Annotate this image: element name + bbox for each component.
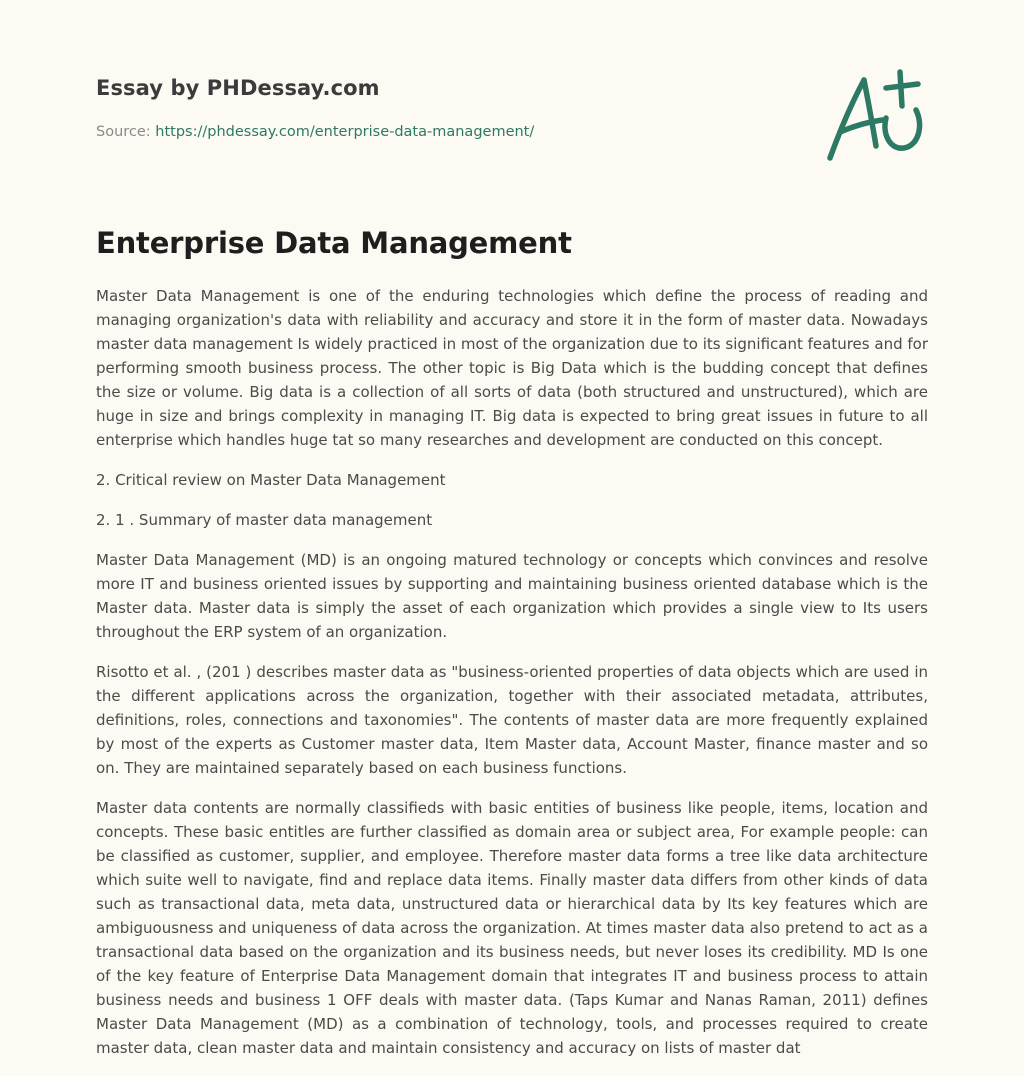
paragraph-risotto-quote: Risotto et al. , (201 ) describes master data as "business-oriented properties of data objects which are used in the different applications across the organization, together with their associated metadata, attributes, definitions, roles, connections and taxonomies". The contents of master data are more frequently explained by most of the experts as Customer master data, Item Master data, Account Master, finance master and so on. They are maintained separately based on each business functions.: [96, 663, 928, 777]
section-heading-critical-review: 2. Critical review on Master Data Management: [96, 471, 446, 489]
article-title: Enterprise Data Management: [96, 226, 572, 260]
a-plus-grade-icon: [820, 66, 932, 166]
paragraph-master-data-contents: Master data contents are normally classifieds with basic entities of business like people, items, location and concepts. These basic entitles are further classified as domain area or subject area, For example people: can be classified as customer, supplier, and employee. Therefore master data forms a tree like data architecture which suite well to navigate, find and replace data items. Finally master data differs from other kinds of data such as transactional data, meta data, unstructured data or hierarchical data by Its key features which are ambiguousness and uniqueness of data across the organization. At times master data also pretend to act as a transactional data based on the organization and its business needs, but never loses its credibility. MD Is one of the key feature of Enterprise Data Management domain that integrates IT and business process to attain business needs and business 1 OFF deals with master data. (Taps Kumar and Nanas Raman, 2011) defines Master Data Management (MD) as a combination of technology, tools, and processes required to create master data, clean master data and maintain consistency and accuracy on lists of master dat: [96, 799, 928, 1057]
site-brand: Essay by PHDessay.com: [96, 76, 380, 100]
source-line: [96, 124, 534, 140]
article-body: [96, 284, 928, 1076]
source-link[interactable]: https://phdessay.com/enterprise-data-management/: [155, 124, 535, 140]
paragraph-md-definition: Master Data Management (MD) is an ongoing matured technology or concepts which convinces and resolve more IT and business oriented issues by supporting and maintaining business oriented database which is the Master data. Master data is simply the asset of each organization which provides a single view to Its users throughout the ERP system of an organization.: [96, 551, 928, 641]
source-label: Source:: [96, 124, 156, 140]
paragraph-intro: Master Data Management is one of the enduring technologies which define the process of reading and managing organization's data with reliability and accuracy and store it in the form of master data. Nowadays master data management Is widely practiced in most of the organization due to its significant features and for performing smooth business process. The other topic is Big Data which is the budding concept that defines the size or volume. Big data is a collection of all sorts of data (both structured and unstructured), which are huge in size and brings complexity in managing IT. Big data is expected to bring great issues in future to all enterprise which handles huge tat so many researches and development are conducted on this concept.: [96, 287, 928, 449]
subsection-heading-summary: 2. 1 . Summary of master data management: [96, 511, 433, 529]
